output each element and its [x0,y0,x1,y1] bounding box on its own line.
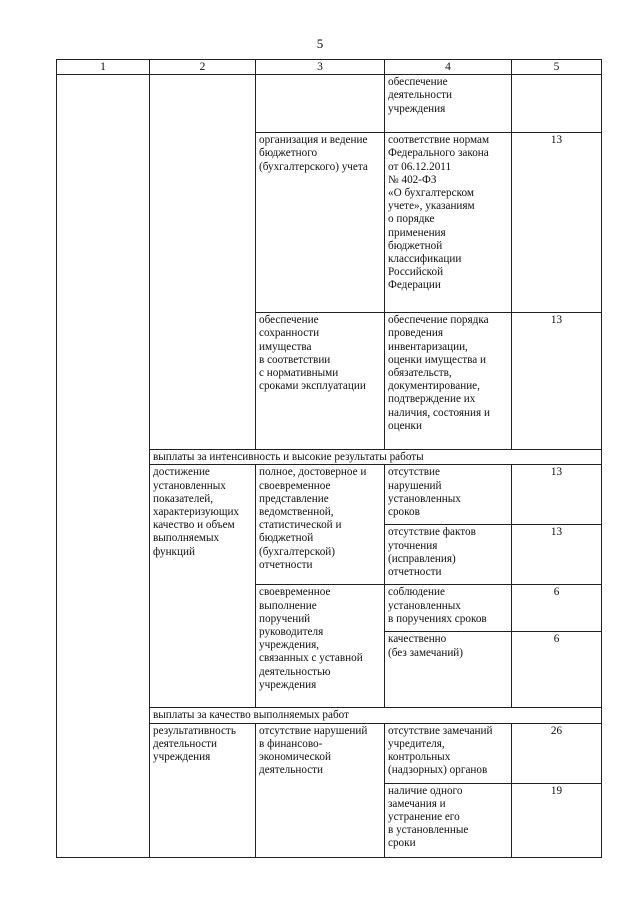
cell-category: достижение установленных показателей, характеризующих качество и объем выполняемых функций [150,465,256,708]
section-heading-intensity: выплаты за интенсивность и высокие результаты работы [150,450,602,465]
cell-indicator: отсутствие нарушений установленных сроков [385,465,512,525]
cell-indicator: обеспечение деятельности учреждения [385,75,512,133]
header-col-3: 3 [256,60,385,75]
criteria-table [56,59,602,858]
cell-criterion: полное, достоверное и своевременное представление ведомственной, статистической и бюджетной (бухгалтерской) отчетности [256,465,385,585]
cell-points [512,75,602,133]
cell-indicator: обеспечение порядка проведения инвентаризации, оценки имущества и обязательств, документирование, подтверждение их наличия, состояния и оценки [385,313,512,450]
cell-points: 6 [512,632,602,708]
cell-criterion: своевременное выполнение поручений руководителя учреждения, связанных с уставной деятельностью учреждения [256,585,385,708]
cell-indicator: отсутствие фактов уточнения (исправления) отчетности [385,525,512,585]
section-heading-quality: выплаты за качество выполняемых работ [150,708,602,723]
cell-points: 13 [512,313,602,450]
cell-criterion: организация и ведение бюджетного (бухгалтерского) учета [256,133,385,313]
cell-col1-empty [57,75,150,857]
header-col-1: 1 [57,60,150,75]
header-col-2: 2 [150,60,256,75]
cell-indicator: соответствие нормам Федерального закона от 06.12.2011 № 402-ФЗ «О бухгалтерском учете», указаниям о порядке применения бюджетной классификации Российской Федерации [385,133,512,313]
header-col-5: 5 [512,60,602,75]
page-number: 5 [316,36,324,51]
cell-indicator: качественно (без замечаний) [385,632,512,708]
cell-points: 13 [512,133,602,313]
cell-category: результативность деятельности учреждения [150,723,256,857]
cell-indicator: соблюдение установленных в поручениях сроков [385,585,512,632]
cell-indicator: отсутствие замечаний учредителя, контрольных (надзорных) органов [385,723,512,783]
cell-points: 19 [512,783,602,857]
cell-points: 13 [512,465,602,525]
header-row [57,60,602,75]
cell-points: 26 [512,723,602,783]
cell-criterion: отсутствие нарушений в финансово- экономической деятельности [256,723,385,857]
cell-points: 6 [512,585,602,632]
cell-points: 13 [512,525,602,585]
cell-indicator: наличие одного замечания и устранение его в установленные сроки [385,783,512,857]
cell-criterion: обеспечение сохранности имущества в соответствии с нормативными сроками эксплуатации [256,313,385,450]
table-row [57,75,602,133]
cell-col2-empty [150,75,256,450]
cell-criterion [256,75,385,133]
header-col-4: 4 [385,60,512,75]
